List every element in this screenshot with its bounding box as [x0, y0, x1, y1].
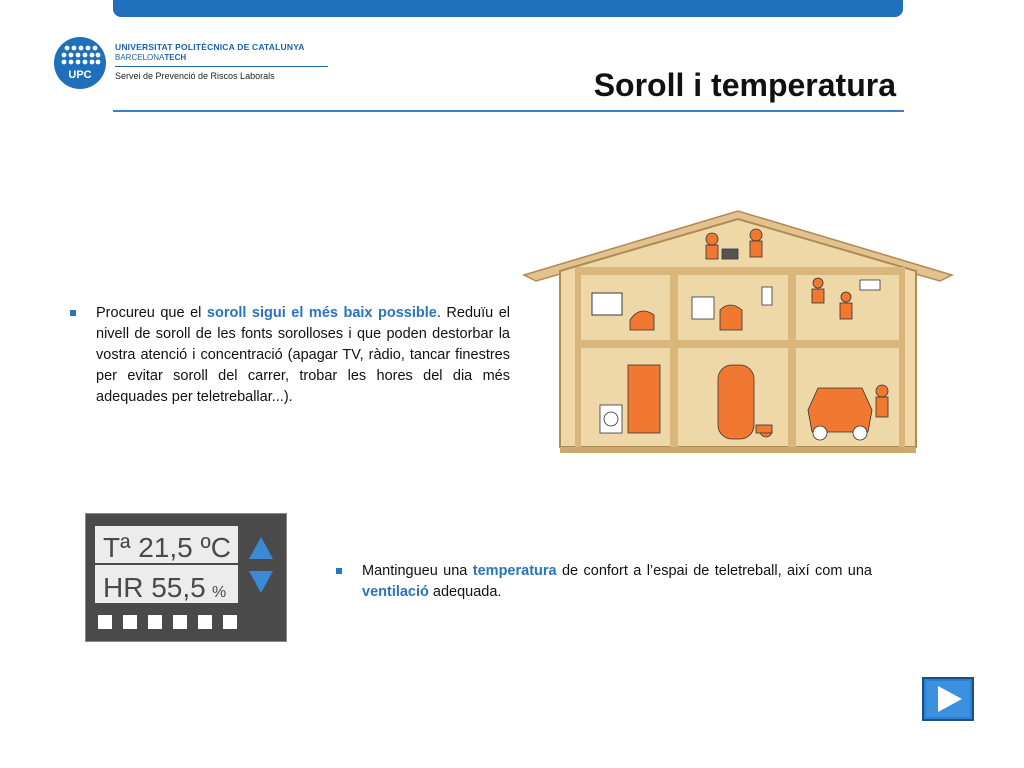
next-slide-button[interactable]	[922, 677, 974, 721]
university-name: UNIVERSITAT POLITÈCNICA DE CATALUNYA	[115, 42, 305, 52]
header-divider	[115, 66, 328, 67]
upc-logo	[54, 37, 106, 89]
logo-text: UPC	[68, 69, 92, 81]
bullet-square-icon	[336, 568, 342, 574]
temperature-bullet: Mantingueu una temperatura de confort a l’espai de teletreball, així com una ventilació adequada.	[362, 561, 872, 603]
university-subtitle: BARCELONATECH	[115, 53, 187, 62]
bullet-square-icon	[70, 310, 76, 316]
noise-bullet: Procureu que el soroll sigui el més baix possible. Reduïu el nivell de soroll de les fonts sorolloses i que poden destorbar la vostra atenció i concentració (apagar TV, ràdio, tancar finestres per evitar soroll del carrer, trobar les hores del dia més adequades per teletreballar...).	[96, 303, 510, 408]
house-illustration	[520, 205, 955, 455]
humidity-unit: %	[212, 584, 227, 601]
ventilation-highlight: ventilació	[362, 584, 429, 600]
slide-title: Soroll i temperatura	[593, 67, 896, 103]
temperature-highlight: temperatura	[472, 563, 557, 579]
humidity-readout: HR 55,5	[103, 572, 206, 603]
noise-highlight: soroll sigui el més baix possible	[206, 305, 437, 321]
temperature-readout: Tª 21,5 ºC	[103, 532, 231, 563]
service-name: Servei de Prevenció de Riscos Laborals	[115, 71, 275, 81]
top-banner	[113, 0, 903, 17]
title-underline	[113, 110, 904, 112]
thermostat-panel	[85, 513, 287, 642]
